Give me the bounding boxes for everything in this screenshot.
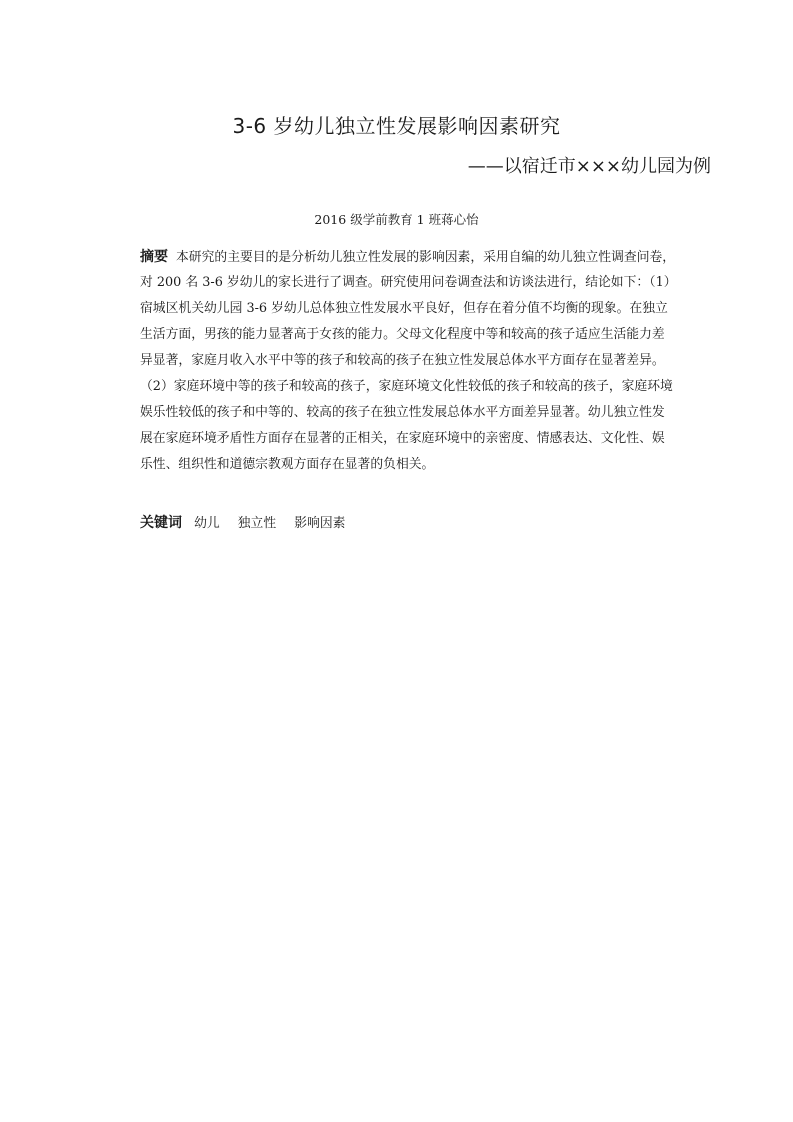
paper-title: 3-6 岁幼儿独立性发展影响因素研究 bbox=[232, 114, 561, 138]
keywords-label: 关键词 bbox=[140, 515, 182, 531]
abstract-line: 娱乐性较低的孩子和中等的、较高的孩子在独立性发展总体水平方面差异显著。幼儿独立性发 bbox=[140, 405, 665, 420]
abstract-label: 摘要 bbox=[140, 249, 168, 265]
abstract-line: 异显著，家庭月收入水平中等的孩子和较高的孩子在独立性发展总体水平方面存在显著差异。 bbox=[140, 353, 665, 368]
keyword-item: 影响因素 bbox=[294, 516, 346, 531]
abstract-line: 乐性、组织性和道德宗教观方面存在显著的负相关。 bbox=[140, 457, 435, 472]
abstract-line: 生活方面，男孩的能力显著高于女孩的能力。父母文化程度中等和较高的孩子适应生活能力差 bbox=[140, 327, 665, 342]
abstract-block bbox=[140, 244, 718, 478]
abstract-line: 对 200 名 3-6 岁幼儿的家长进行了调查。研究使用问卷调查法和访谈法进行，结论如下：（1） bbox=[140, 275, 677, 290]
abstract-line: 展在家庭环境矛盾性方面存在显著的正相关，在家庭环境中的亲密度、情感表达、文化性、娱 bbox=[140, 431, 665, 446]
paper-subtitle: ——以宿迁市×××幼儿园为例 bbox=[467, 156, 711, 177]
abstract-line bbox=[140, 244, 718, 270]
abstract-line: （2）家庭环境中等的孩子和较高的孩子，家庭环境文化性较低的孩子和较高的孩子，家庭环境 bbox=[140, 379, 673, 394]
keyword-item: 独立性 bbox=[237, 516, 277, 531]
keywords-block bbox=[140, 512, 359, 535]
author-line: 2016 级学前教育 1 班蒋心怡 bbox=[314, 212, 479, 227]
abstract-line: 宿城区机关幼儿园 3-6 岁幼儿总体独立性发展水平良好，但存在着分值不均衡的现象。在独立 bbox=[140, 301, 668, 316]
keyword-item: 幼儿 bbox=[194, 516, 220, 531]
abstract-line-text: 本研究的主要目的是分析幼儿独立性发展的影响因素，采用自编的幼儿独立性调查问卷， bbox=[176, 250, 676, 265]
